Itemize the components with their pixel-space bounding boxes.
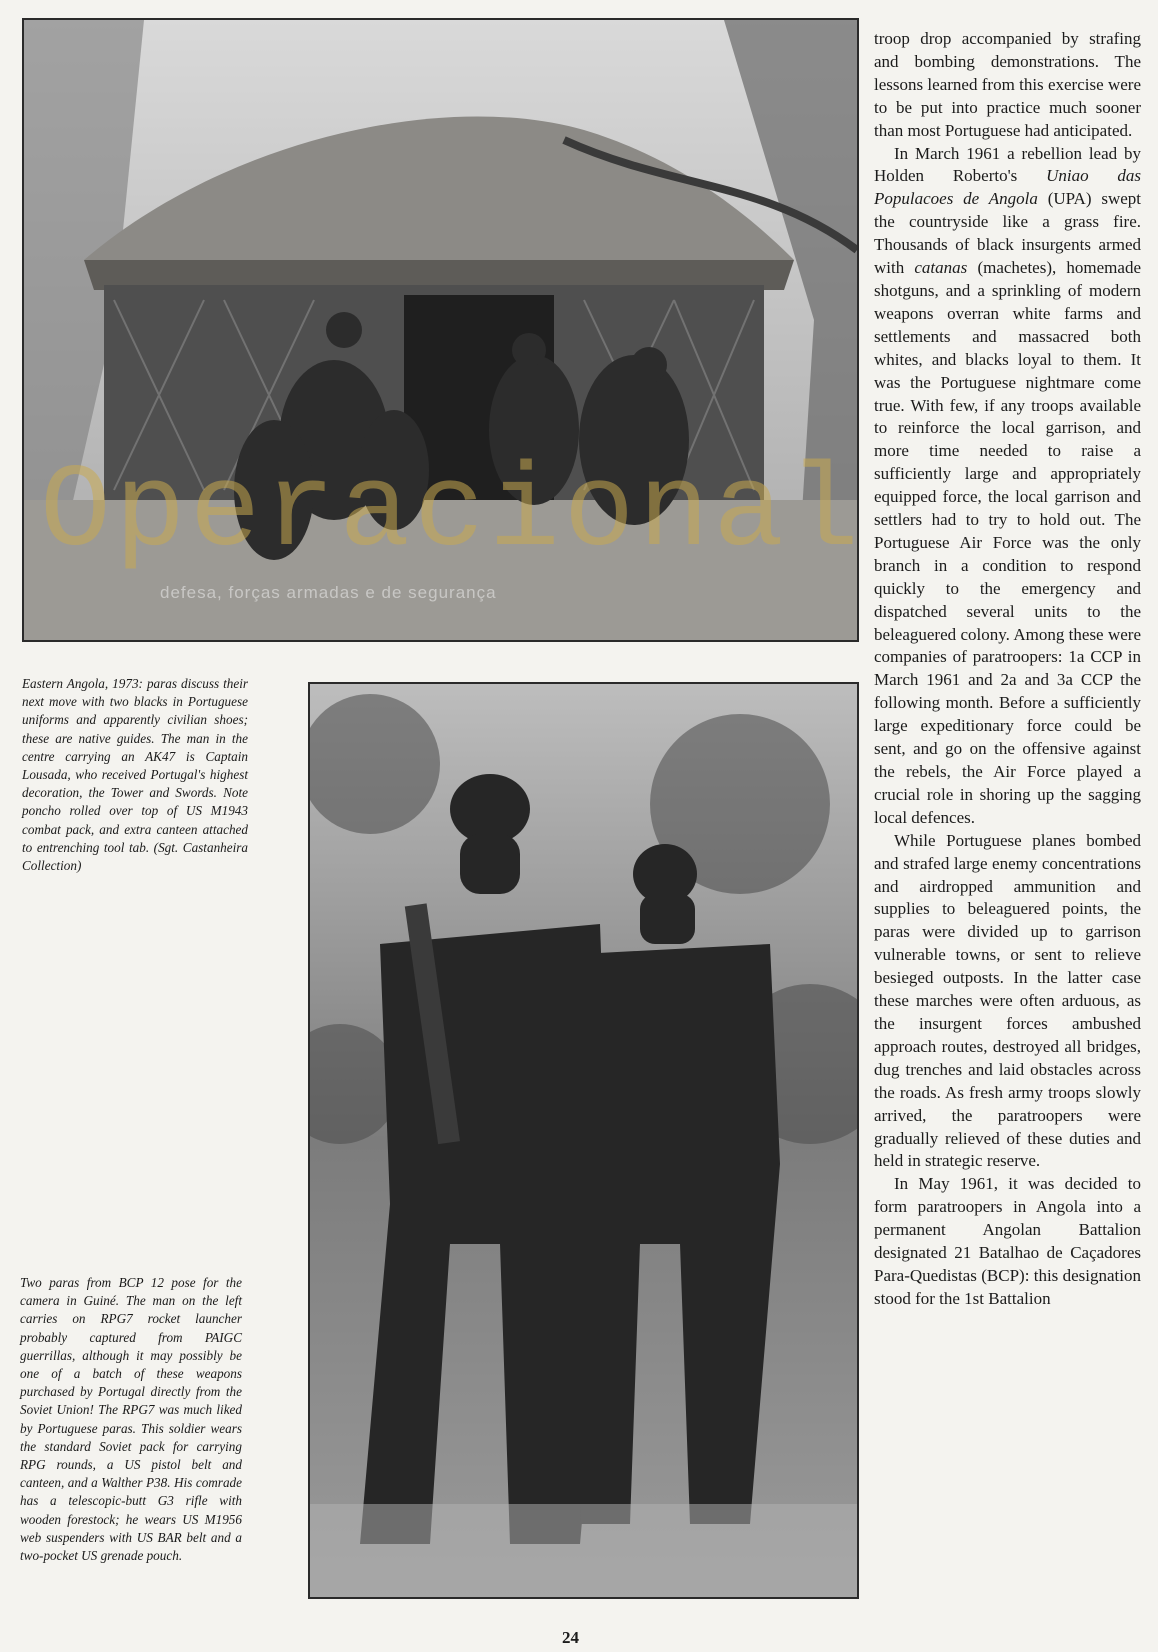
body-paragraph-4: In May 1961, it was decided to form paratroopers in Angola into a permanent Angolan Battalion designated 21 Batalhao de Caçadores Para-Quedistas (BCP): this designation stood for the 1st Battalion (874, 1174, 1141, 1308)
body-paragraph-2-mid: (UPA) swept the countryside like a grass fire. Thousands of black insurgents armed with (874, 189, 1141, 278)
page-number: 24 (562, 1628, 579, 1647)
two-paras-illustration (310, 684, 857, 1597)
upa-name: Uniao das Populacoes de Angola (874, 166, 1141, 209)
catanas-term: catanas (914, 258, 968, 278)
body-paragraph-2-end: (machetes), homemade shotguns, and a sprinkling of modern weapons overran white farms and settlements and massacred both whites, and blacks loyal to them. It was the Portuguese nightmare come true. With few, if any troops available to reinforce the local garrison, and more time needed to raise a sufficiently large and appropriately equipped force, the local garrison and settlers had to try to hold out. The Portuguese Air Force was the only branch in a condition to respond quickly to the emergency and dispatched several units to the beleaguered colony. Among these were companies of paratroopers: 1a CCP in March 1961 and 2a and 3a CCP the following month. Before a sufficiently large expeditionary force could be sent, and go on the offensive against the rebels, the Air Force played a crucial role in shoring up the sagging local defences. (874, 258, 1141, 827)
body-text-column (874, 28, 1141, 1628)
hut-scene-illustration (24, 20, 857, 640)
watermark-logo: Operacional (40, 447, 863, 580)
body-paragraph-1: troop drop accompanied by strafing and bombing demonstrations. The lessons learned from this exercise were to be put into practice much sooner than most Portuguese had anticipated. (874, 29, 1141, 140)
body-paragraph-2 (874, 143, 1141, 830)
photo-caption-eastern-angola: Eastern Angola, 1973: paras discuss their next move with two blacks in Portuguese uniforms and apparently civilian shoes; these are native guides. The man in the centre carrying an AK47 is Captain Lousada, who received Portugal's highest decoration, the Tower and Swords. Note poncho rolled over top of US M1943 combat pack, and extra canteen attached to entrenching tool tab. (Sgt. Castanheira Collection) (22, 676, 248, 874)
photo-caption-bcp-12: Two paras from BCP 12 pose for the camera in Guiné. The man on the left carries on RPG7 rocket launcher probably captured from PAIGC guerrillas, although it may possibly be one of a batch of these weapons purchased by Portugal directly from the Soviet Union! The RPG7 was much liked by Portuguese paras. This soldier wears the standard Soviet pack for carrying RPG rounds, a US pistol belt and canteen, and a Walther P38. His comrade has a telescopic-butt G3 rifle with wooden forestock; he wears US M1956 web suspenders with US BAR belt and a two-pocket US grenade pouch. (20, 1275, 242, 1564)
body-paragraph-3: While Portuguese planes bombed and strafed large enemy concentrations and airdropped ammunition and supplies to beleaguered points, the paras were divided up to garrison vulnerable towns, or sent to relieve besieged outposts. In the latter case these marches were often arduous, as the insurgent forces ambushed approach routes, destroyed all bridges, dug trenches and laid obstacles across the roads. As fresh army troops slowly arrived, the paratroopers were gradually relieved of these duties and held in strategic reserve. (874, 830, 1141, 1171)
paras-at-hut-photo (22, 18, 859, 642)
watermark-subtitle: defesa, forças armadas e de segurança (160, 583, 497, 602)
body-paragraph-2-start: In March 1961 a rebellion lead by Holden Roberto's (874, 143, 1141, 186)
two-paras-portrait-photo (308, 682, 859, 1599)
